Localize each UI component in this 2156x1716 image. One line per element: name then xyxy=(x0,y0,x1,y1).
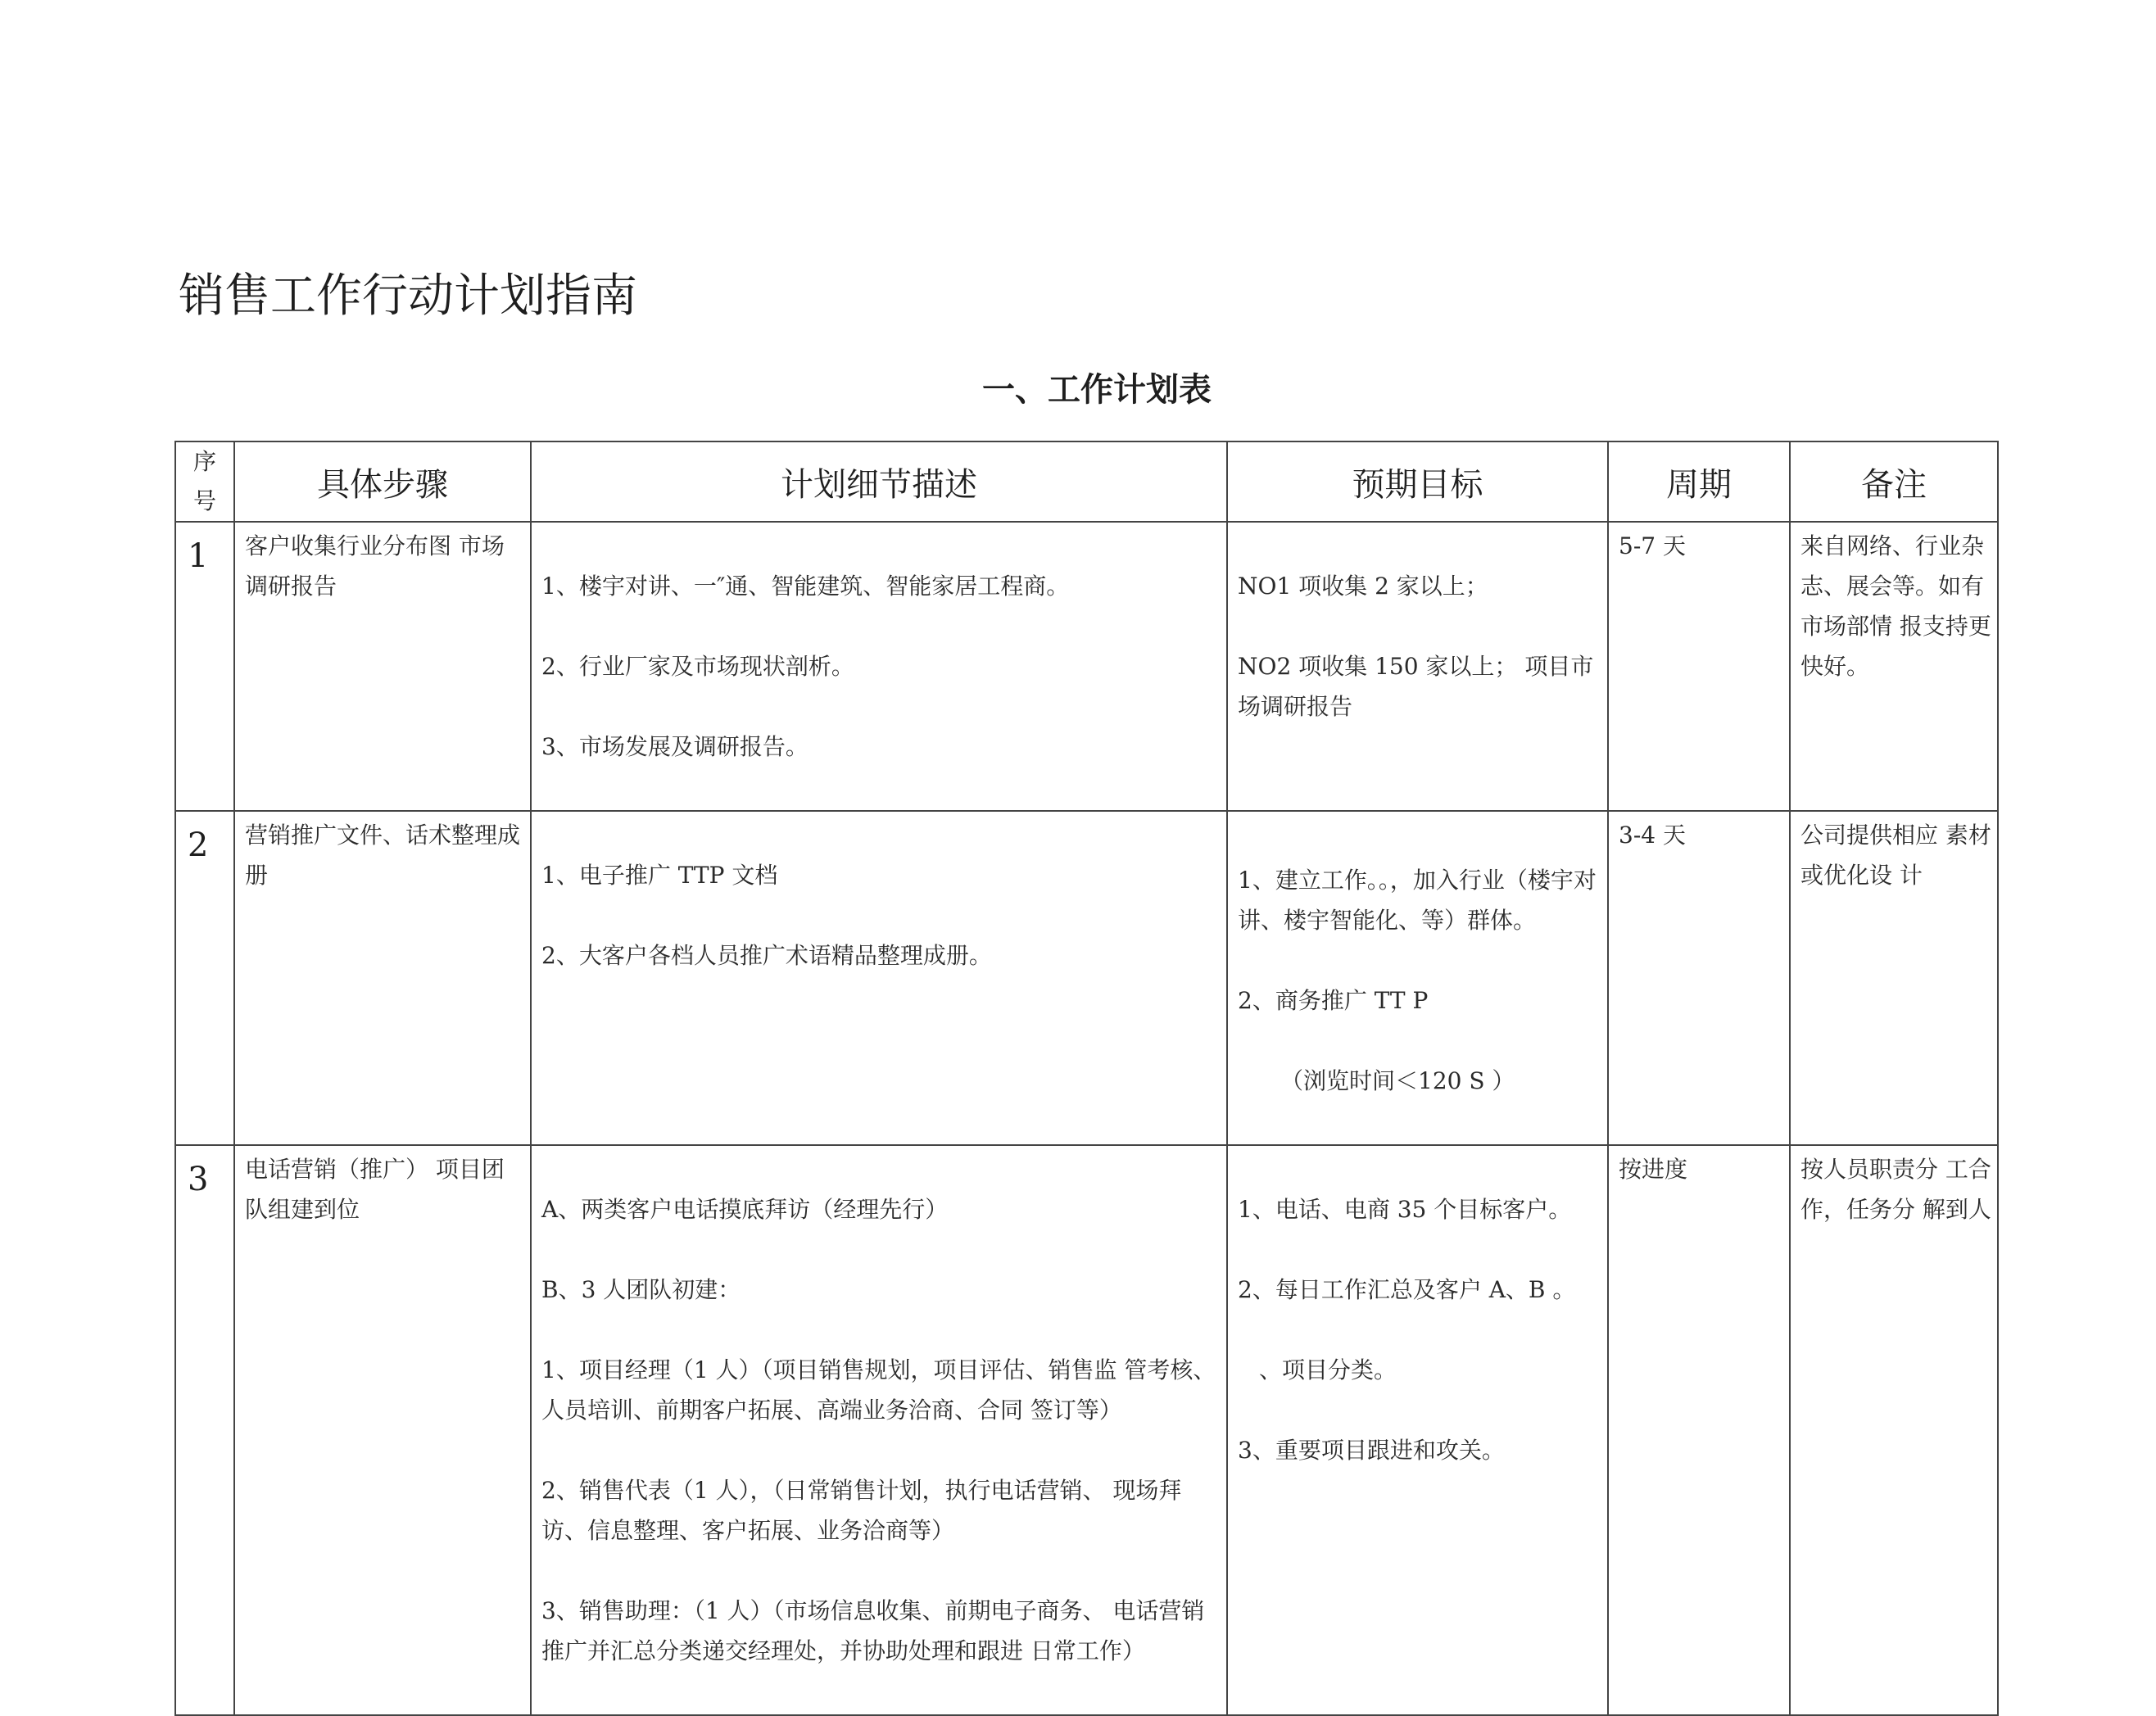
detail-line: A、两类客户电话摸底拜访（经理先行） xyxy=(541,1196,949,1223)
cell-step: 电话营销（推广） 项目团队组建到位 xyxy=(234,1145,531,1715)
goal-line: NO1 项收集 2 家以上； xyxy=(1238,573,1488,600)
detail-line: 1、楼宇对讲、一″通、智能建筑、智能家居工程商。 xyxy=(541,573,1070,600)
work-plan-table xyxy=(174,441,1999,1716)
header-detail: 计划细节描述 xyxy=(531,441,1227,522)
cell-period: 3-4 天 xyxy=(1608,811,1790,1145)
cell-note: 来自网络、行业杂志、展会等。如有市场部情 报支持更快好。 xyxy=(1790,522,1998,811)
cell-no: 2 xyxy=(175,811,234,1145)
cell-no: 3 xyxy=(175,1145,234,1715)
header-step: 具体步骤 xyxy=(234,441,531,522)
detail-line: 2、行业厂家及市场现状剖析。 xyxy=(541,653,854,680)
goal-line: NO2 项收集 150 家以上； 项目市场调研报告 xyxy=(1238,653,1594,720)
goal-line: 1、建立工作。。，加入行业（楼宇对讲、楼宇智能化、等）群体。 xyxy=(1238,867,1597,934)
cell-note: 公司提供相应 素材或优化设 计 xyxy=(1790,811,1998,1145)
header-note: 备注 xyxy=(1790,441,1998,522)
table-row xyxy=(175,522,1998,811)
detail-line: B、3 人团队初建： xyxy=(541,1276,741,1303)
table-row xyxy=(175,811,1998,1145)
cell-no: 1 xyxy=(175,522,234,811)
cell-step: 营销推广文件、话术整理成册 xyxy=(234,811,531,1145)
cell-detail xyxy=(531,522,1227,811)
detail-line: 1、电子推广 TTP 文档 xyxy=(541,862,778,889)
cell-goal xyxy=(1227,1145,1608,1715)
cell-goal xyxy=(1227,522,1608,811)
header-period: 周期 xyxy=(1608,441,1790,522)
cell-detail xyxy=(531,1145,1227,1715)
detail-line: 3、市场发展及调研报告。 xyxy=(541,733,808,760)
detail-line: 3、销售助理：（1 人）（市场信息收集、前期电子商务、 电话营销推广并汇总分类递交经理处，并协助处理和跟进 日常工作） xyxy=(541,1597,1205,1664)
table-header-row xyxy=(175,441,1998,522)
goal-line: 1、电话、电商 35 个目标客户。 xyxy=(1238,1196,1572,1223)
cell-period: 按进度 xyxy=(1608,1145,1790,1715)
goal-line: 、项目分类。 xyxy=(1259,1356,1397,1383)
goal-line: 2、每日工作汇总及客户 A、B 。 xyxy=(1238,1276,1576,1303)
detail-line: 2、大客户各档人员推广术语精品整理成册。 xyxy=(541,942,992,969)
header-goal: 预期目标 xyxy=(1227,441,1608,522)
cell-step: 客户收集行业分布图 市场调研报告 xyxy=(234,522,531,811)
goal-line: 2、商务推广 TT P xyxy=(1238,987,1429,1014)
detail-line: 1、项目经理（1 人）（项目销售规划，项目评估、销售监 管考核、人员培训、前期客户拓展、高端业务洽商、合同 签订等） xyxy=(541,1356,1216,1424)
cell-period: 5-7 天 xyxy=(1608,522,1790,811)
detail-line: 2、销售代表（1 人），（日常销售计划，执行电话营销、 现场拜访、信息整理、客户拓展、业务洽商等） xyxy=(541,1477,1182,1544)
table-row xyxy=(175,1145,1998,1715)
header-no: 序 号 xyxy=(175,441,234,522)
document-title: 销售工作行动计划指南 xyxy=(179,269,637,323)
goal-line: （浏览时间＜120 S ） xyxy=(1280,1067,1515,1094)
cell-detail xyxy=(531,811,1227,1145)
goal-line: 3、重要项目跟进和攻关。 xyxy=(1238,1437,1505,1464)
cell-note: 按人员职责分 工合作，任务分 解到人 xyxy=(1790,1145,1998,1715)
section-title: 一、工作计划表 xyxy=(982,371,1212,409)
cell-goal xyxy=(1227,811,1608,1145)
